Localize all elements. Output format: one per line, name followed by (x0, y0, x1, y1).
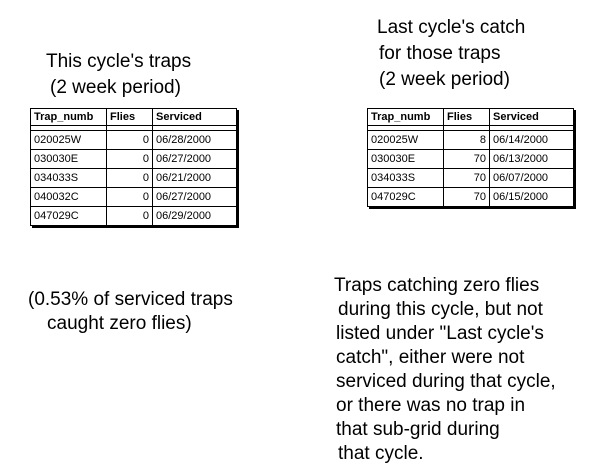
column-header-serviced: Serviced (490, 109, 574, 126)
left-note-line-1: (0.53% of serviced traps (28, 289, 233, 310)
serviced-cell: 06/27/2000 (153, 150, 237, 169)
table-row (31, 207, 237, 226)
trap-cell: 030030E (31, 150, 107, 169)
right-note-line-1: Traps catching zero flies (334, 275, 540, 296)
right-note-line-4: catch", either were not (336, 347, 525, 368)
serviced-cell: 06/27/2000 (153, 188, 237, 207)
table-header-row (368, 109, 574, 126)
serviced-cell: 06/07/2000 (490, 169, 574, 188)
column-header-flies: Flies (444, 109, 490, 126)
right-note-line-8: that cycle. (338, 443, 424, 464)
column-header-serviced: Serviced (153, 109, 237, 126)
flies-cell: 0 (107, 169, 153, 188)
column-header-trap: Trap_numb (31, 109, 107, 126)
trap-cell: 034033S (368, 169, 444, 188)
flies-cell: 0 (107, 150, 153, 169)
right-title-line-1: Last cycle's catch (377, 17, 526, 38)
serviced-cell: 06/28/2000 (153, 131, 237, 150)
flies-cell: 70 (444, 150, 490, 169)
table-row (31, 150, 237, 169)
left-note-line-2: caught zero flies) (47, 313, 192, 334)
table-row (31, 169, 237, 188)
serviced-cell: 06/29/2000 (153, 207, 237, 226)
right-note-line-3: listed under "Last cycle's (336, 323, 544, 344)
right-note-line-5: serviced during that cycle, (336, 371, 556, 392)
trap-cell: 030030E (368, 150, 444, 169)
table-row (31, 188, 237, 207)
left-title-line-1: This cycle's traps (46, 51, 192, 72)
serviced-cell: 06/14/2000 (490, 131, 574, 150)
right-title-line-2: for those traps (379, 43, 501, 64)
table-row (368, 131, 574, 150)
serviced-cell: 06/15/2000 (490, 188, 574, 207)
serviced-cell: 06/13/2000 (490, 150, 574, 169)
trap-cell: 040032C (31, 188, 107, 207)
table-row (368, 150, 574, 169)
trap-cell: 020025W (31, 131, 107, 150)
right-note-line-6: or there was no trap in (336, 395, 526, 416)
trap-cell: 047029C (368, 188, 444, 207)
left-title-line-2: (2 week period) (50, 77, 181, 98)
trap-cell: 034033S (31, 169, 107, 188)
trap-cell: 047029C (31, 207, 107, 226)
column-header-flies: Flies (107, 109, 153, 126)
table-row (368, 169, 574, 188)
serviced-cell: 06/21/2000 (153, 169, 237, 188)
right-note-line-7: that sub-grid during (336, 419, 500, 440)
trap-cell: 020025W (368, 131, 444, 150)
right-title-line-3: (2 week period) (379, 69, 510, 90)
flies-cell: 70 (444, 169, 490, 188)
flies-cell: 0 (107, 207, 153, 226)
left-traps-table (30, 108, 237, 226)
right-last-cycle-table (367, 108, 574, 207)
right-note-line-2: during this cycle, but not (338, 299, 543, 320)
table-row (31, 131, 237, 150)
flies-cell: 70 (444, 188, 490, 207)
table-header-row (31, 109, 237, 126)
column-header-trap: Trap_numb (368, 109, 444, 126)
flies-cell: 0 (107, 188, 153, 207)
table-row (368, 188, 574, 207)
flies-cell: 0 (107, 131, 153, 150)
flies-cell: 8 (444, 131, 490, 150)
